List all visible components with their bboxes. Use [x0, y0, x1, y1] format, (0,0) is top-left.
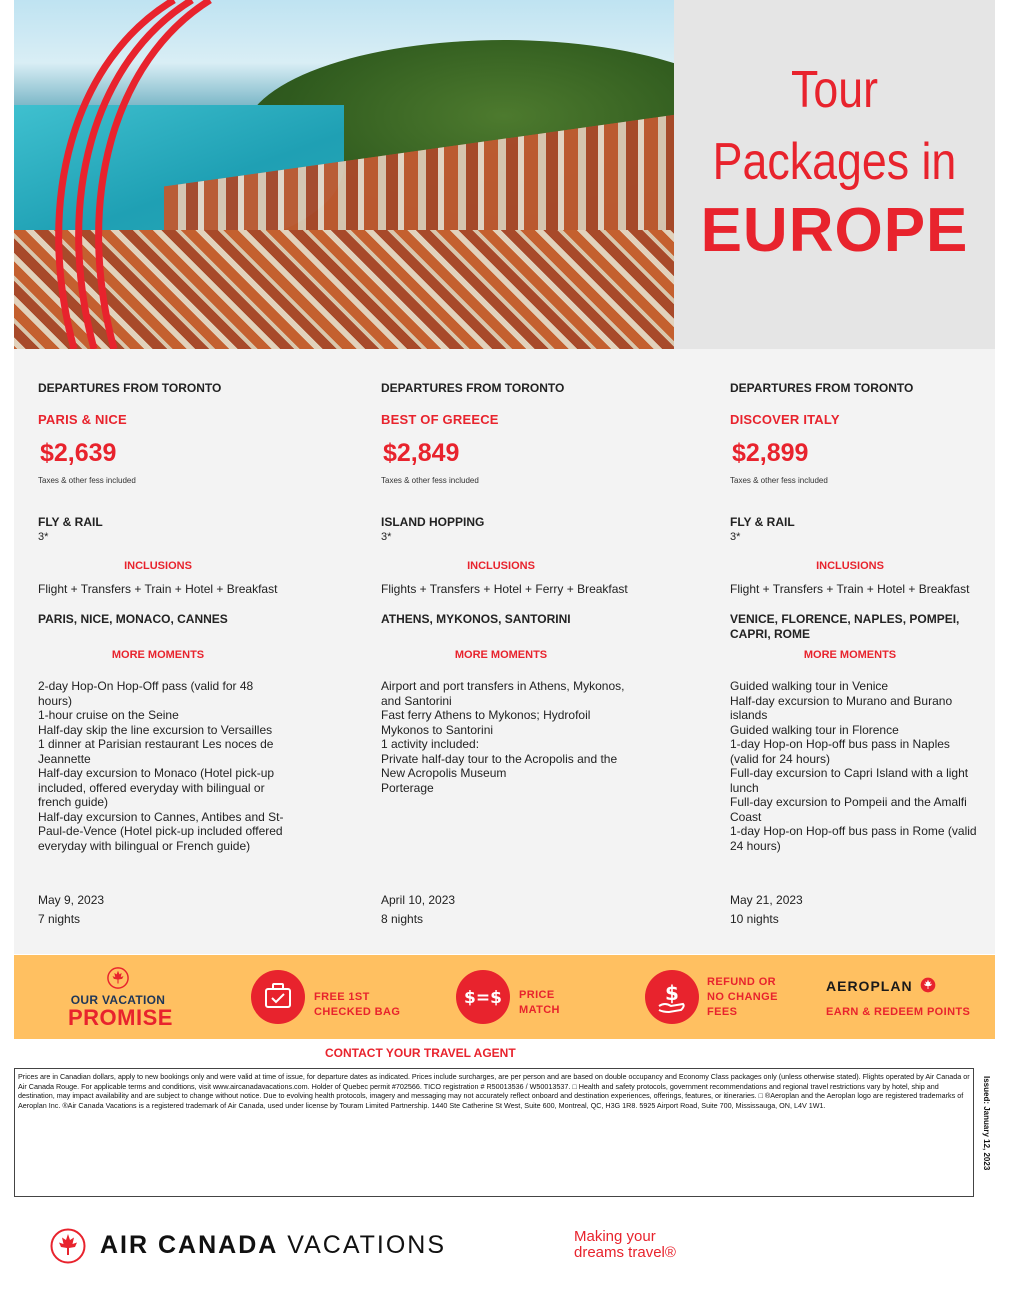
- inclusions-text: Flights + Transfers + Hotel + Ferry + Breakfast: [381, 582, 628, 596]
- package-type: ISLAND HOPPING: [381, 515, 485, 529]
- tagline-line1: Making your: [574, 1228, 656, 1245]
- moment-item: 1-hour cruise on the Seine: [38, 708, 179, 722]
- price-match-line2: MATCH: [519, 1004, 560, 1016]
- moment-item: 2-day Hop-On Hop-Off pass (valid for 48 hours): [38, 679, 254, 708]
- package-best-of-greece: [381, 349, 681, 954]
- vacation-promise-banner: [14, 955, 995, 1039]
- price-match-text: [519, 988, 560, 1018]
- package-paris-nice: [38, 349, 338, 954]
- departure-date: April 10, 2023: [381, 893, 456, 907]
- cities-list: VENICE, FLORENCE, NAPLES, POMPEI, CAPRI, ROME: [730, 612, 960, 641]
- hotel-rating: 3*: [730, 531, 741, 543]
- moment-item: 1-day Hop-on Hop-off bus pass in Rome (valid 24 hours): [730, 824, 977, 853]
- cities-list: PARIS, NICE, MONACO, CANNES: [38, 612, 228, 626]
- departure-date: May 9, 2023: [38, 893, 105, 907]
- title-line-packages: Packages in: [712, 133, 957, 191]
- title-line-tour: Tour: [791, 61, 878, 119]
- cities-list: ATHENS, MYKONOS, SANTORINI: [381, 612, 571, 626]
- maple-leaf-icon: [107, 967, 129, 989]
- promise-line1: OUR VACATION: [70, 993, 166, 1007]
- hotel-rating: 3*: [38, 531, 49, 543]
- inclusions-heading: INCLUSIONS: [816, 560, 884, 572]
- promise-line2: PROMISE: [68, 1005, 173, 1030]
- hotel-rating: 3*: [381, 531, 392, 543]
- inclusions-heading: INCLUSIONS: [467, 560, 535, 572]
- moment-item: Airport and port transfers in Athens, Mykonos, and Santorini: [381, 679, 625, 708]
- moment-item: Half-day excursion to Cannes, Antibes and St-Paul-de-Vence (Hotel pick-up included offered everyday with bilingual or French guide): [38, 809, 284, 853]
- package-name: PARIS & NICE: [38, 412, 127, 427]
- departure-label: DEPARTURES FROM TORONTO: [730, 381, 914, 395]
- tax-note: Taxes & other fess included: [730, 476, 828, 485]
- hero-title-panel: [674, 0, 995, 349]
- contact-travel-agent: CONTACT YOUR TRAVEL AGENT: [325, 1046, 516, 1060]
- moment-item: Full-day excursion to Capri Island with a light lunch: [730, 766, 969, 795]
- moment-item: 1-day Hop-on Hop-off bus pass in Naples (valid for 24 hours): [730, 737, 950, 766]
- free-bag-text: [314, 990, 400, 1020]
- refund-line2: NO CHANGE: [707, 991, 778, 1003]
- aeroplan-subtitle: EARN & REDEEM POINTS: [826, 1006, 971, 1018]
- moment-item: Half-day excursion to Murano and Burano islands: [730, 693, 953, 722]
- aeroplan-logo: [826, 977, 936, 994]
- issued-date-text: Issued: January 12, 2023: [982, 1076, 991, 1171]
- aeroplan-wordmark: AEROPLAN: [826, 978, 913, 994]
- hero-photo-split-croatia: [14, 0, 674, 349]
- refund-line1: REFUND OR: [707, 976, 776, 988]
- hero: [14, 0, 995, 349]
- package-price: $2,899: [732, 439, 809, 467]
- package-name: BEST OF GREECE: [381, 412, 499, 427]
- inclusions-text: Flight + Transfers + Train + Hotel + Breakfast: [730, 582, 970, 596]
- checked-bag-icon: [251, 970, 305, 1024]
- tagline: [574, 1229, 676, 1261]
- title-line-europe: EUROPE: [700, 196, 969, 265]
- tax-note: Taxes & other fess included: [38, 476, 136, 485]
- air-canada-vacations-logo: [50, 1228, 550, 1264]
- refund-line3: FEES: [707, 1006, 738, 1018]
- package-price: $2,849: [383, 439, 460, 467]
- moments-list: [381, 679, 629, 795]
- moment-item: Half-day skip the line excursion to Versailles: [38, 722, 273, 737]
- refund-text: [707, 975, 778, 1020]
- aeroplan-maple-icon: [920, 977, 936, 993]
- package-type: FLY & RAIL: [730, 515, 795, 529]
- moment-item: 1 dinner at Parisian restaurant Les noces de Jeannette: [38, 737, 274, 766]
- tagline-line2: dreams travel®: [574, 1244, 676, 1261]
- inclusions-text: Flight + Transfers + Train + Hotel + Breakfast: [38, 582, 278, 596]
- more-moments-heading: MORE MOMENTS: [454, 649, 548, 661]
- svg-text:$: $: [665, 981, 679, 1005]
- free-bag-line1: FREE 1ST: [314, 991, 370, 1003]
- moment-item: Full-day excursion to Pompeii and the Amalfi Coast: [730, 795, 967, 824]
- inclusions-heading: INCLUSIONS: [124, 560, 192, 572]
- issued-date-vertical: [975, 1072, 995, 1192]
- moments-list: [730, 679, 978, 853]
- departure-label: DEPARTURES FROM TORONTO: [381, 381, 565, 395]
- nights-count: 8 nights: [381, 912, 424, 926]
- moment-item: Half-day excursion to Monaco (Hotel pick-up included, offered everyday with bilingual or french guide): [38, 766, 275, 809]
- departure-label: DEPARTURES FROM TORONTO: [38, 381, 222, 395]
- package-price: $2,639: [40, 439, 117, 467]
- legal-disclaimer: Prices are in Canadian dollars, apply to new bookings only and were valid at time of issue, for departure dates as indicated. Prices include surcharges, are per person and are based on double occupancy and Economy Class packages only (unless otherwise stated). Flights operated by Air Canada or Air Canada Rouge. For applicable terms and conditions, visit www.aircanadavacations.com. Holder of Quebec permit #702566. TICO registration # R50013536 / W50013537. □ Health and safety protocols, government recommendations and regional travel restrictions vary by hotel, ship and destination, may impact availability and are subject to change without notice. Due to evolving health protocols, imagery and messaging may not accurately reflect onboard and destination experiences, offerings, features, or itineraries. □ ®Aeroplan and the Aeroplan logo are registered trademarks of Aeroplan Inc. ®Air Canada Vacations is a registered trademark of Air Canada, used under license by Touram Limited Partnership. 1440 Ste Catherine St West, Suite 600, Montreal, QC, H3G 1R8. 5925 Airport Road, Suite 700, Mississauga, ON, L4V 1W1.: [14, 1068, 974, 1197]
- svg-text:$=$: $=$: [464, 988, 502, 1008]
- package-type: FLY & RAIL: [38, 515, 103, 529]
- package-name: DISCOVER ITALY: [730, 412, 840, 427]
- moment-item: Guided walking tour in Venice: [730, 679, 889, 693]
- package-discover-italy: [730, 349, 1010, 954]
- red-arcs-decoration: [14, 0, 674, 349]
- moment-item: 1 activity included:: [381, 737, 480, 751]
- moment-item: Guided walking tour in Florence: [730, 722, 899, 737]
- moment-item: Porterage: [381, 780, 434, 795]
- moment-item: Private half-day tour to the Acropolis and the New Acropolis Museum: [381, 751, 618, 780]
- moment-item: Fast ferry Athens to Mykonos; Hydrofoil Mykonos to Santorini: [381, 708, 591, 737]
- price-match-line1: PRICE: [519, 989, 555, 1001]
- vacation-promise-badge: [68, 967, 173, 1051]
- nights-count: 7 nights: [38, 912, 81, 926]
- tax-note: Taxes & other fess included: [381, 476, 479, 485]
- packages-section: [14, 349, 995, 954]
- maple-leaf-roundel-icon: [50, 1228, 86, 1264]
- price-match-icon: [456, 970, 510, 1024]
- refund-hand-icon: [645, 970, 699, 1024]
- brand-bold: AIR CANADA: [100, 1231, 279, 1259]
- brand-light: VACATIONS: [278, 1231, 447, 1259]
- brand-wordmark: [100, 1231, 446, 1260]
- moments-list: [38, 679, 286, 853]
- more-moments-heading: MORE MOMENTS: [111, 649, 205, 661]
- nights-count: 10 nights: [730, 912, 779, 926]
- departure-date: May 21, 2023: [730, 893, 803, 907]
- free-bag-line2: CHECKED BAG: [314, 1006, 401, 1018]
- more-moments-heading: MORE MOMENTS: [803, 649, 897, 661]
